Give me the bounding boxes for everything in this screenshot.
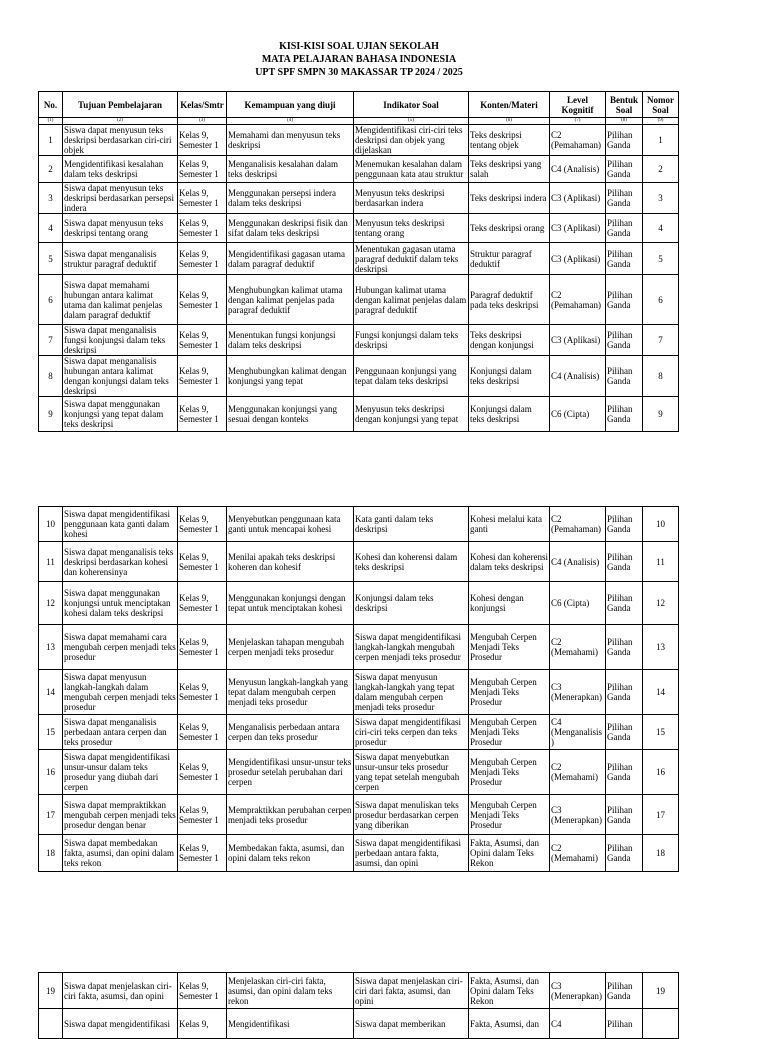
cell-level: C3 (Menerapkan) bbox=[550, 795, 606, 835]
cell-kelas: Kelas 9, Semester 1 bbox=[178, 670, 227, 715]
cell-tujuan: Siswa dapat mengidentifikasi penggunaan kata ganti dalam kohesi bbox=[63, 507, 178, 542]
cell-nomor: 12 bbox=[643, 582, 679, 625]
cell-konten: Paragraf deduktif pada teks deskripsi bbox=[469, 275, 550, 325]
cell-nomor: 8 bbox=[643, 356, 679, 397]
cell-konten: Fakta, Asumsi, dan Opini dalam Teks Rekon bbox=[469, 973, 550, 1009]
cell-no: 11 bbox=[39, 542, 63, 582]
cell-bentuk: Pilihan Ganda bbox=[606, 507, 643, 542]
cell-indikator: Fungsi konjungsi dalam teks deskripsi bbox=[354, 325, 469, 356]
cell-nomor: 10 bbox=[643, 507, 679, 542]
cell-tujuan: Siswa dapat menyusun langkah-langkah dalam mengubah cerpen menjadi teks prosedur bbox=[63, 670, 178, 715]
cell-tujuan: Siswa dapat menyusun teks deskripsi berdasarkan persepsi indera bbox=[63, 183, 178, 214]
cell-konten: Konjungsi dalam teks deskripsi bbox=[469, 397, 550, 432]
cell-konten: Mengubah Cerpen Menjadi Teks Prosedur bbox=[469, 795, 550, 835]
cell-kemampuan: Menggunakan deskripsi fisik dan sifat dalam teks deskripsi bbox=[227, 214, 354, 243]
cell-level: C3 (Aplikasi) bbox=[550, 183, 606, 214]
cell-konten: Fakta, Asumsi, dan Opini dalam Teks Rekon bbox=[469, 835, 550, 872]
cell-level: C2 (Pemahaman) bbox=[550, 507, 606, 542]
cell-bentuk: Pilihan Ganda bbox=[606, 542, 643, 582]
cell-kemampuan: Menggunakan konjungsi yang sesuai dengan konteks bbox=[227, 397, 354, 432]
cell-indikator: Siswa dapat mengidentifikasi perbedaan antara fakta, asumsi, dan opini bbox=[354, 835, 469, 872]
cell-tujuan: Siswa dapat menganalisis hubungan antara kalimat dengan konjungsi dalam teks deskripsi bbox=[63, 356, 178, 397]
cell-tujuan: Siswa dapat mengidentifikasi unsur-unsur dalam teks prosedur yang diubah dari cerpen bbox=[63, 750, 178, 795]
cell-konten: Kohesi dan koherensi dalam teks deskripsi bbox=[469, 542, 550, 582]
cell-kelas: Kelas 9, Semester 1 bbox=[178, 243, 227, 275]
cell-no: 2 bbox=[39, 156, 63, 183]
table-row bbox=[39, 325, 679, 356]
cell-kelas: Kelas 9, Semester 1 bbox=[178, 325, 227, 356]
cell-kemampuan: Menjelaskan tahapan mengubah cerpen menjadi teks prosedur bbox=[227, 625, 354, 670]
table-row bbox=[39, 750, 679, 795]
cell-bentuk: Pilihan Ganda bbox=[606, 275, 643, 325]
cell-level: C4 (Analisis) bbox=[550, 156, 606, 183]
cell-no: 10 bbox=[39, 507, 63, 542]
cell-nomor: 11 bbox=[643, 542, 679, 582]
cell-kemampuan: Menentukan fungsi konjungsi dalam teks deskripsi bbox=[227, 325, 354, 356]
cell-kelas: Kelas 9, Semester 1 bbox=[178, 973, 227, 1009]
cell-indikator: Konjungsi dalam teks deskripsi bbox=[354, 582, 469, 625]
cell-kelas: Kelas 9, Semester 1 bbox=[178, 275, 227, 325]
cell-tujuan: Siswa dapat menganalisis fungsi konjungsi dalam teks deskripsi bbox=[63, 325, 178, 356]
cell-kemampuan: Menjelaskan ciri-ciri fakta, asumsi, dan opini dalam teks rekon bbox=[227, 973, 354, 1009]
cell-konten: Teks deskripsi orang bbox=[469, 214, 550, 243]
cell-no: 14 bbox=[39, 670, 63, 715]
cell-kemampuan: Menganalisis kesalahan dalam teks deskripsi bbox=[227, 156, 354, 183]
cell-kemampuan: Menyebutkan penggunaan kata ganti untuk mencapai kohesi bbox=[227, 507, 354, 542]
cell-indikator: Menentukan gagasan utama paragraf deduktif dalam teks deskripsi bbox=[354, 243, 469, 275]
cell-indikator: Siswa dapat mengidentifikasi ciri-ciri teks cerpen dan teks prosedur bbox=[354, 715, 469, 750]
cell-nomor: 7 bbox=[643, 325, 679, 356]
header-school: UPT SPF SMPN 30 MAKASSAR TP 2024 / 2025 bbox=[255, 67, 463, 78]
cell-level: C3 (Menerapkan) bbox=[550, 973, 606, 1009]
cell-nomor: 3 bbox=[643, 183, 679, 214]
cell-kelas: Kelas 9, Semester 1 bbox=[178, 795, 227, 835]
cell-no: 7 bbox=[39, 325, 63, 356]
cell-kemampuan: Menilai apakah teks deskripsi koheren dan kohesif bbox=[227, 542, 354, 582]
col-number: (9) bbox=[643, 118, 679, 125]
cell-konten: Teks deskripsi tentang objek bbox=[469, 125, 550, 156]
cell-tujuan: Siswa dapat menyusun teks deskripsi tentang orang bbox=[63, 214, 178, 243]
cell-nomor: 16 bbox=[643, 750, 679, 795]
col-header-nomor: Nomor Soal bbox=[643, 92, 679, 118]
cell-kemampuan: Mengidentifikasi bbox=[227, 1009, 354, 1039]
cell-kemampuan: Menghubungkan kalimat utama dengan kalimat penjelas pada paragraf deduktif bbox=[227, 275, 354, 325]
document-header bbox=[0, 40, 718, 79]
cell-kelas: Kelas 9, Semester 1 bbox=[178, 750, 227, 795]
table-row bbox=[39, 670, 679, 715]
cell-bentuk: Pilihan Ganda bbox=[606, 715, 643, 750]
col-number: (1) bbox=[39, 118, 63, 125]
cell-bentuk: Pilihan Ganda bbox=[606, 156, 643, 183]
cell-bentuk: Pilihan Ganda bbox=[606, 243, 643, 275]
col-header-tujuan: Tujuan Pembelajaran bbox=[63, 92, 178, 118]
cell-tujuan: Siswa dapat menyusun teks deskripsi berdasarkan ciri-ciri objek bbox=[63, 125, 178, 156]
col-header-konten: Konten/Materi bbox=[469, 92, 550, 118]
cell-tujuan: Siswa dapat mempraktikkan mengubah cerpen menjadi teks prosedur dengan benar bbox=[63, 795, 178, 835]
col-header-level: Level Kognitif bbox=[550, 92, 606, 118]
cell-konten: Teks deskripsi dengan konjungsi bbox=[469, 325, 550, 356]
col-number: (4) bbox=[227, 118, 354, 125]
cell-no: 16 bbox=[39, 750, 63, 795]
cell-level: C3 (Menerapkan) bbox=[550, 670, 606, 715]
cell-indikator: Menyusun teks deskripsi dengan konjungsi yang tepat bbox=[354, 397, 469, 432]
cell-indikator: Siswa dapat menyusun langkah-langkah yang tepat dalam mengubah cerpen menjadi teks prosedur bbox=[354, 670, 469, 715]
cell-kelas: Kelas 9, Semester 1 bbox=[178, 156, 227, 183]
table-row bbox=[39, 795, 679, 835]
cell-konten: Teks deskripsi indera bbox=[469, 183, 550, 214]
cell-konten: Kohesi melalui kata ganti bbox=[469, 507, 550, 542]
cell-kelas: Kelas 9, Semester 1 bbox=[178, 397, 227, 432]
cell-bentuk: Pilihan Ganda bbox=[606, 125, 643, 156]
cell-no: 1 bbox=[39, 125, 63, 156]
cell-kelas: Kelas 9, Semester 1 bbox=[178, 214, 227, 243]
cell-no: 4 bbox=[39, 214, 63, 243]
col-header-kelas: Kelas/Smtr bbox=[178, 92, 227, 118]
cell-level: C3 (Aplikasi) bbox=[550, 243, 606, 275]
cell-level: C2 (Memahami) bbox=[550, 835, 606, 872]
cell-no: 15 bbox=[39, 715, 63, 750]
kisi-kisi-table-page-2 bbox=[38, 506, 679, 872]
cell-indikator: Siswa dapat memberikan bbox=[354, 1009, 469, 1039]
cell-tujuan: Siswa dapat memahami hubungan antara kalimat utama dan kalimat penjelas dalam paragraf deduktif bbox=[63, 275, 178, 325]
cell-nomor: 15 bbox=[643, 715, 679, 750]
cell-bentuk: Pilihan Ganda bbox=[606, 582, 643, 625]
cell-level: C2 (Pemahaman) bbox=[550, 275, 606, 325]
cell-kemampuan: Menggunakan konjungsi dengan tepat untuk menciptakan kohesi bbox=[227, 582, 354, 625]
cell-bentuk: Pilihan Ganda bbox=[606, 750, 643, 795]
cell-level: C3 (Aplikasi) bbox=[550, 325, 606, 356]
cell-kelas: Kelas 9, Semester 1 bbox=[178, 356, 227, 397]
table-row bbox=[39, 625, 679, 670]
cell-bentuk: Pilihan Ganda bbox=[606, 625, 643, 670]
col-number: (6) bbox=[469, 118, 550, 125]
cell-konten: Fakta, Asumsi, dan bbox=[469, 1009, 550, 1039]
cell-no: 18 bbox=[39, 835, 63, 872]
cell-indikator: Menyusun teks deskripsi berdasarkan indera bbox=[354, 183, 469, 214]
cell-konten: Konjungsi dalam teks deskripsi bbox=[469, 356, 550, 397]
cell-level: C4 (Menganalisis) bbox=[550, 715, 606, 750]
cell-nomor: 17 bbox=[643, 795, 679, 835]
cell-tujuan: Siswa dapat menggunakan konjungsi yang tepat dalam teks deskripsi bbox=[63, 397, 178, 432]
cell-no: 5 bbox=[39, 243, 63, 275]
cell-nomor: 9 bbox=[643, 397, 679, 432]
cell-indikator: Siswa dapat menuliskan teks prosedur berdasarkan cerpen yang diberikan bbox=[354, 795, 469, 835]
table-row bbox=[39, 582, 679, 625]
cell-no: 9 bbox=[39, 397, 63, 432]
cell-nomor: 5 bbox=[643, 243, 679, 275]
cell-level: C4 (Analisis) bbox=[550, 542, 606, 582]
table-row bbox=[39, 542, 679, 582]
cell-nomor: 6 bbox=[643, 275, 679, 325]
cell-no: 6 bbox=[39, 275, 63, 325]
cell-kelas: Kelas 9, Semester 1 bbox=[178, 125, 227, 156]
cell-no: 13 bbox=[39, 625, 63, 670]
cell-nomor: 19 bbox=[643, 973, 679, 1009]
cell-kemampuan: Menganalisis perbedaan antara cerpen dan teks prosedur bbox=[227, 715, 354, 750]
cell-konten: Mengubah Cerpen Menjadi Teks Prosedur bbox=[469, 750, 550, 795]
col-number: (8) bbox=[606, 118, 643, 125]
cell-no: 17 bbox=[39, 795, 63, 835]
cell-no: 12 bbox=[39, 582, 63, 625]
table-row bbox=[39, 125, 679, 156]
cell-indikator: Mengidentifikasi ciri-ciri teks deskripsi dan objek yang dijelaskan bbox=[354, 125, 469, 156]
cell-konten: Struktur paragraf deduktif bbox=[469, 243, 550, 275]
cell-tujuan: Siswa dapat membedakan fakta, asumsi, dan opini dalam teks rekon bbox=[63, 835, 178, 872]
cell-tujuan: Siswa dapat menganalisis struktur paragraf deduktif bbox=[63, 243, 178, 275]
table-row bbox=[39, 214, 679, 243]
cell-level: C3 (Aplikasi) bbox=[550, 214, 606, 243]
cell-kelas: Kelas 9, Semester 1 bbox=[178, 542, 227, 582]
header-subject: MATA PELAJARAN BAHASA INDONESIA bbox=[261, 54, 457, 65]
table-row bbox=[39, 835, 679, 872]
cell-nomor: 1 bbox=[643, 125, 679, 156]
cell-indikator: Siswa dapat menyebutkan unsur-unsur teks prosedur yang tepat setelah mengubah cerpen bbox=[354, 750, 469, 795]
table-row bbox=[39, 275, 679, 325]
cell-kelas: Kelas 9, Semester 1 bbox=[178, 183, 227, 214]
cell-level: C4 bbox=[550, 1009, 606, 1039]
cell-kemampuan: Menyusun langkah-langkah yang tepat dalam mengubah cerpen menjadi teks prosedur bbox=[227, 670, 354, 715]
cell-no: 8 bbox=[39, 356, 63, 397]
cell-bentuk: Pilihan Ganda bbox=[606, 670, 643, 715]
cell-indikator: Siswa dapat mengidentifikasi langkah-langkah mengubah cerpen menjadi teks prosedur bbox=[354, 625, 469, 670]
cell-indikator: Siswa dapat menjelaskan ciri-ciri dari fakta, asumsi, dan opini bbox=[354, 973, 469, 1009]
cell-bentuk: Pilihan Ganda bbox=[606, 795, 643, 835]
cell-nomor: 13 bbox=[643, 625, 679, 670]
table-row bbox=[39, 973, 679, 1009]
table-header-row bbox=[39, 92, 679, 118]
table-row bbox=[39, 356, 679, 397]
cell-indikator: Kohesi dan koherensi dalam teks deskripsi bbox=[354, 542, 469, 582]
cell-tujuan: Siswa dapat menganalisis perbedaan antara cerpen dan teks prosedur bbox=[63, 715, 178, 750]
cell-bentuk: Pilihan Ganda bbox=[606, 835, 643, 872]
cell-kemampuan: Mengidentifikasi unsur-unsur teks prosedur setelah perubahan dari cerpen bbox=[227, 750, 354, 795]
cell-bentuk: Pilihan Ganda bbox=[606, 397, 643, 432]
cell-kelas: Kelas 9, bbox=[178, 1009, 227, 1039]
table-row bbox=[39, 156, 679, 183]
table-row bbox=[39, 243, 679, 275]
cell-nomor: 4 bbox=[643, 214, 679, 243]
col-number: (2) bbox=[63, 118, 178, 125]
cell-konten: Mengubah Cerpen Menjadi Teks Prosedur bbox=[469, 670, 550, 715]
table-row bbox=[39, 183, 679, 214]
cell-tujuan: Siswa dapat memahami cara mengubah cerpen menjadi teks prosedur bbox=[63, 625, 178, 670]
cell-nomor: 14 bbox=[643, 670, 679, 715]
cell-konten: Teks deskripsi yang salah bbox=[469, 156, 550, 183]
cell-nomor: 2 bbox=[643, 156, 679, 183]
col-header-indikator: Indikator Soal bbox=[354, 92, 469, 118]
cell-kemampuan: Mengidentifikasi gagasan utama dalam paragraf deduktif bbox=[227, 243, 354, 275]
cell-kelas: Kelas 9, Semester 1 bbox=[178, 835, 227, 872]
col-header-bentuk: Bentuk Soal bbox=[606, 92, 643, 118]
col-number: (5) bbox=[354, 118, 469, 125]
cell-bentuk: Pilihan Ganda bbox=[606, 356, 643, 397]
cell-no: 19 bbox=[39, 973, 63, 1009]
cell-tujuan: Siswa dapat mengidentifikasi bbox=[63, 1009, 178, 1039]
cell-bentuk: Pilihan bbox=[606, 1009, 643, 1039]
cell-level: C2 (Memahami) bbox=[550, 625, 606, 670]
cell-kemampuan: Memahami dan menyusun teks deskripsi bbox=[227, 125, 354, 156]
kisi-kisi-table-page-3 bbox=[38, 972, 679, 1039]
cell-tujuan: Siswa dapat menggunakan konjungsi untuk menciptakan kohesi dalam teks deskripsi bbox=[63, 582, 178, 625]
cell-kemampuan: Mempraktikkan perubahan cerpen menjadi teks prosedur bbox=[227, 795, 354, 835]
cell-kelas: Kelas 9, Semester 1 bbox=[178, 507, 227, 542]
cell-kemampuan: Membedakan fakta, asumsi, dan opini dalam teks rekon bbox=[227, 835, 354, 872]
col-header-kemampuan: Kemampuan yang diuji bbox=[227, 92, 354, 118]
col-number: (7) bbox=[550, 118, 606, 125]
cell-bentuk: Pilihan Ganda bbox=[606, 973, 643, 1009]
cell-indikator: Menemukan kesalahan dalam penggunaan kata atau struktur bbox=[354, 156, 469, 183]
cell-tujuan: Mengidentifikasi kesalahan dalam teks deskripsi bbox=[63, 156, 178, 183]
cell-indikator: Kata ganti dalam teks deskripsi bbox=[354, 507, 469, 542]
cell-bentuk: Pilihan Ganda bbox=[606, 214, 643, 243]
cell-tujuan: Siswa dapat menjelaskan ciri-ciri fakta, asumsi, dan opini bbox=[63, 973, 178, 1009]
cell-level: C6 (Cipta) bbox=[550, 582, 606, 625]
header-title: KISI-KISI SOAL UJIAN SEKOLAH bbox=[279, 41, 439, 52]
cell-indikator: Penggunaan konjungsi yang tepat dalam teks deskripsi bbox=[354, 356, 469, 397]
col-header-no: No. bbox=[39, 92, 63, 118]
column-number-row bbox=[39, 118, 679, 125]
table-row bbox=[39, 397, 679, 432]
table-row bbox=[39, 507, 679, 542]
cell-kelas: Kelas 9, Semester 1 bbox=[178, 715, 227, 750]
cell-kelas: Kelas 9, Semester 1 bbox=[178, 625, 227, 670]
cell-bentuk: Pilihan Ganda bbox=[606, 325, 643, 356]
cell-kemampuan: Menghubungkan kalimat dengan konjungsi yang tepat bbox=[227, 356, 354, 397]
cell-level: C2 (Memahami) bbox=[550, 750, 606, 795]
cell-level: C6 (Cipta) bbox=[550, 397, 606, 432]
kisi-kisi-table-page-1 bbox=[38, 91, 679, 432]
cell-konten: Mengubah Cerpen Menjadi Teks Prosedur bbox=[469, 715, 550, 750]
cell-nomor: 18 bbox=[643, 835, 679, 872]
cell-konten: Kohesi dengan konjungsi bbox=[469, 582, 550, 625]
col-number: (3) bbox=[178, 118, 227, 125]
cell-level: C4 (Analisis) bbox=[550, 356, 606, 397]
cell-indikator: Hubungan kalimat utama dengan kalimat penjelas dalam paragraf deduktif bbox=[354, 275, 469, 325]
cell-tujuan: Siswa dapat menganalisis teks deskripsi berdasarkan kohesi dan koherensinya bbox=[63, 542, 178, 582]
cell-indikator: Menyusun teks deskripsi tentang orang bbox=[354, 214, 469, 243]
cell-level: C2 (Pemahaman) bbox=[550, 125, 606, 156]
cell-no: 3 bbox=[39, 183, 63, 214]
cell-kelas: Kelas 9, Semester 1 bbox=[178, 582, 227, 625]
table-row bbox=[39, 715, 679, 750]
cell-konten: Mengubah Cerpen Menjadi Teks Prosedur bbox=[469, 625, 550, 670]
cell-bentuk: Pilihan Ganda bbox=[606, 183, 643, 214]
cell-kemampuan: Menggunakan persepsi indera dalam teks deskripsi bbox=[227, 183, 354, 214]
